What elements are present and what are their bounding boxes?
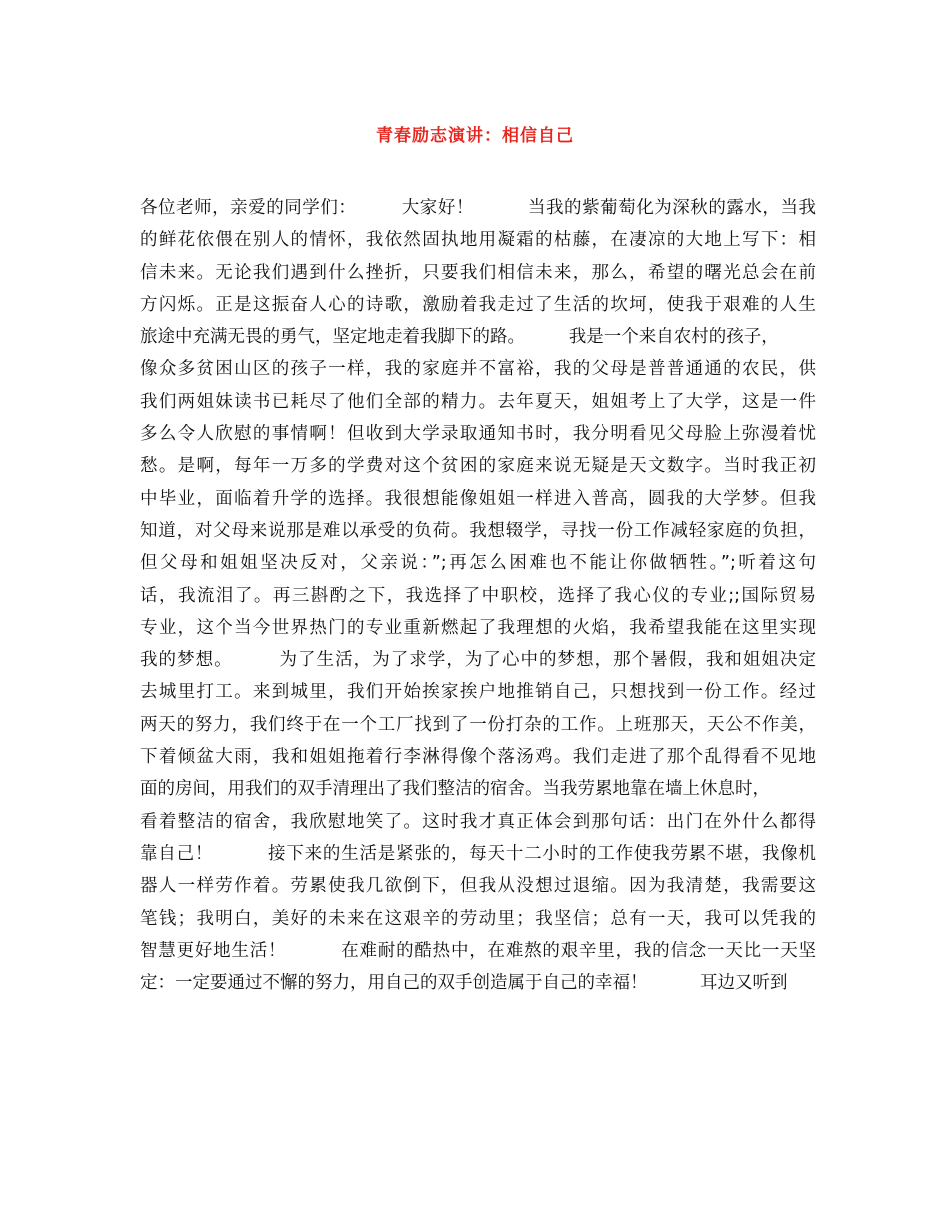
document-body <box>140 192 816 999</box>
body-line: 话，我流泪了。再三斟酌之下，我选择了中职校，选择了我心仪的专业;;国际贸易 <box>140 585 816 606</box>
body-line: 的鲜花依偎在别人的情怀，我依然固执地用凝霜的枯藤，在凄凉的大地上写下：相 <box>140 230 816 251</box>
body-line: 中毕业，面临着升学的选择。我很想能像姐姐一样进入普高，圆我的大学梦。但我 <box>140 488 816 509</box>
body-line: 方闪烁。正是这振奋人心的诗歌，激励着我走过了生活的坎坷，使我于艰难的人生 <box>140 294 816 315</box>
body-line: 愁。是啊，每年一万多的学费对这个贫困的家庭来说无疑是天文数字。当时我正初 <box>140 456 816 477</box>
body-line: 看着整洁的宿舍，我欣慰地笑了。这时我才真正体会到那句话：出门在外什么都得 <box>140 811 816 832</box>
body-line: 但父母和姐姐坚决反对，父亲说：”;再怎么困难也不能让你做牺牲。”;听着这句 <box>140 553 816 574</box>
body-line: 各位老师，亲爱的同学们： 大家好！ 当我的紫葡萄化为深秋的露水，当我 <box>140 198 816 218</box>
body-line: 面的房间，用我们的双手清理出了我们整洁的宿舍。当我劳累地靠在墙上休息时， <box>140 779 770 800</box>
body-line: 下着倾盆大雨，我和姐姐拖着行李淋得像个落汤鸡。我们走进了那个乱得看不见地 <box>140 747 816 768</box>
body-line: 笔钱；我明白，美好的未来在这艰辛的劳动里；我坚信；总有一天，我可以凭我的 <box>140 908 816 929</box>
body-line: 我的梦想。 为了生活，为了求学，为了心中的梦想，那个暑假，我和姐姐决定 <box>140 650 816 671</box>
body-line: 旅途中充满无畏的勇气，坚定地走着我脚下的路。 我是一个来自农村的孩子， <box>140 327 779 348</box>
body-line: 像众多贫困山区的孩子一样，我的家庭并不富裕，我的父母是普普通通的农民，供 <box>140 359 816 380</box>
document-title: 青春励志演讲：相信自己 <box>376 126 574 146</box>
body-line: 信未来。无论我们遇到什么挫折，只要我们相信未来，那么，希望的曙光总会在前 <box>140 262 816 283</box>
body-line: 多么令人欣慰的事情啊！但收到大学录取通知书时，我分明看见父母脸上弥漫着忧 <box>140 424 816 445</box>
body-line: 智慧更好地生活！ 在难耐的酷热中，在难熬的艰辛里，我的信念一天比一天坚 <box>140 940 816 961</box>
body-line: 器人一样劳作着。劳累使我几欲倒下，但我从没想过退缩。因为我清楚，我需要这 <box>140 876 816 897</box>
body-line: 知道，对父母来说那是难以承受的负荷。我想辍学，寻找一份工作减轻家庭的负担， <box>140 520 816 541</box>
body-line: 专业，这个当今世界热门的专业重新燃起了我理想的火焰，我希望我能在这里实现 <box>140 617 816 638</box>
body-line: 去城里打工。来到城里，我们开始挨家挨户地推销自己，只想找到一份工作。经过 <box>140 682 816 703</box>
body-line: 定：一定要通过不懈的努力，用自己的双手创造属于自己的幸福！ 耳边又听到 <box>140 973 788 994</box>
body-line: 两天的努力，我们终于在一个工厂找到了一份打杂的工作。上班那天，天公不作美， <box>140 714 816 735</box>
body-line: 靠自己！ 接下来的生活是紧张的，每天十二小时的工作使我劳累不堪，我像机 <box>140 843 816 864</box>
body-line: 我们两姐妹读书已耗尽了他们全部的精力。去年夏天，姐姐考上了大学，这是一件 <box>140 391 816 412</box>
